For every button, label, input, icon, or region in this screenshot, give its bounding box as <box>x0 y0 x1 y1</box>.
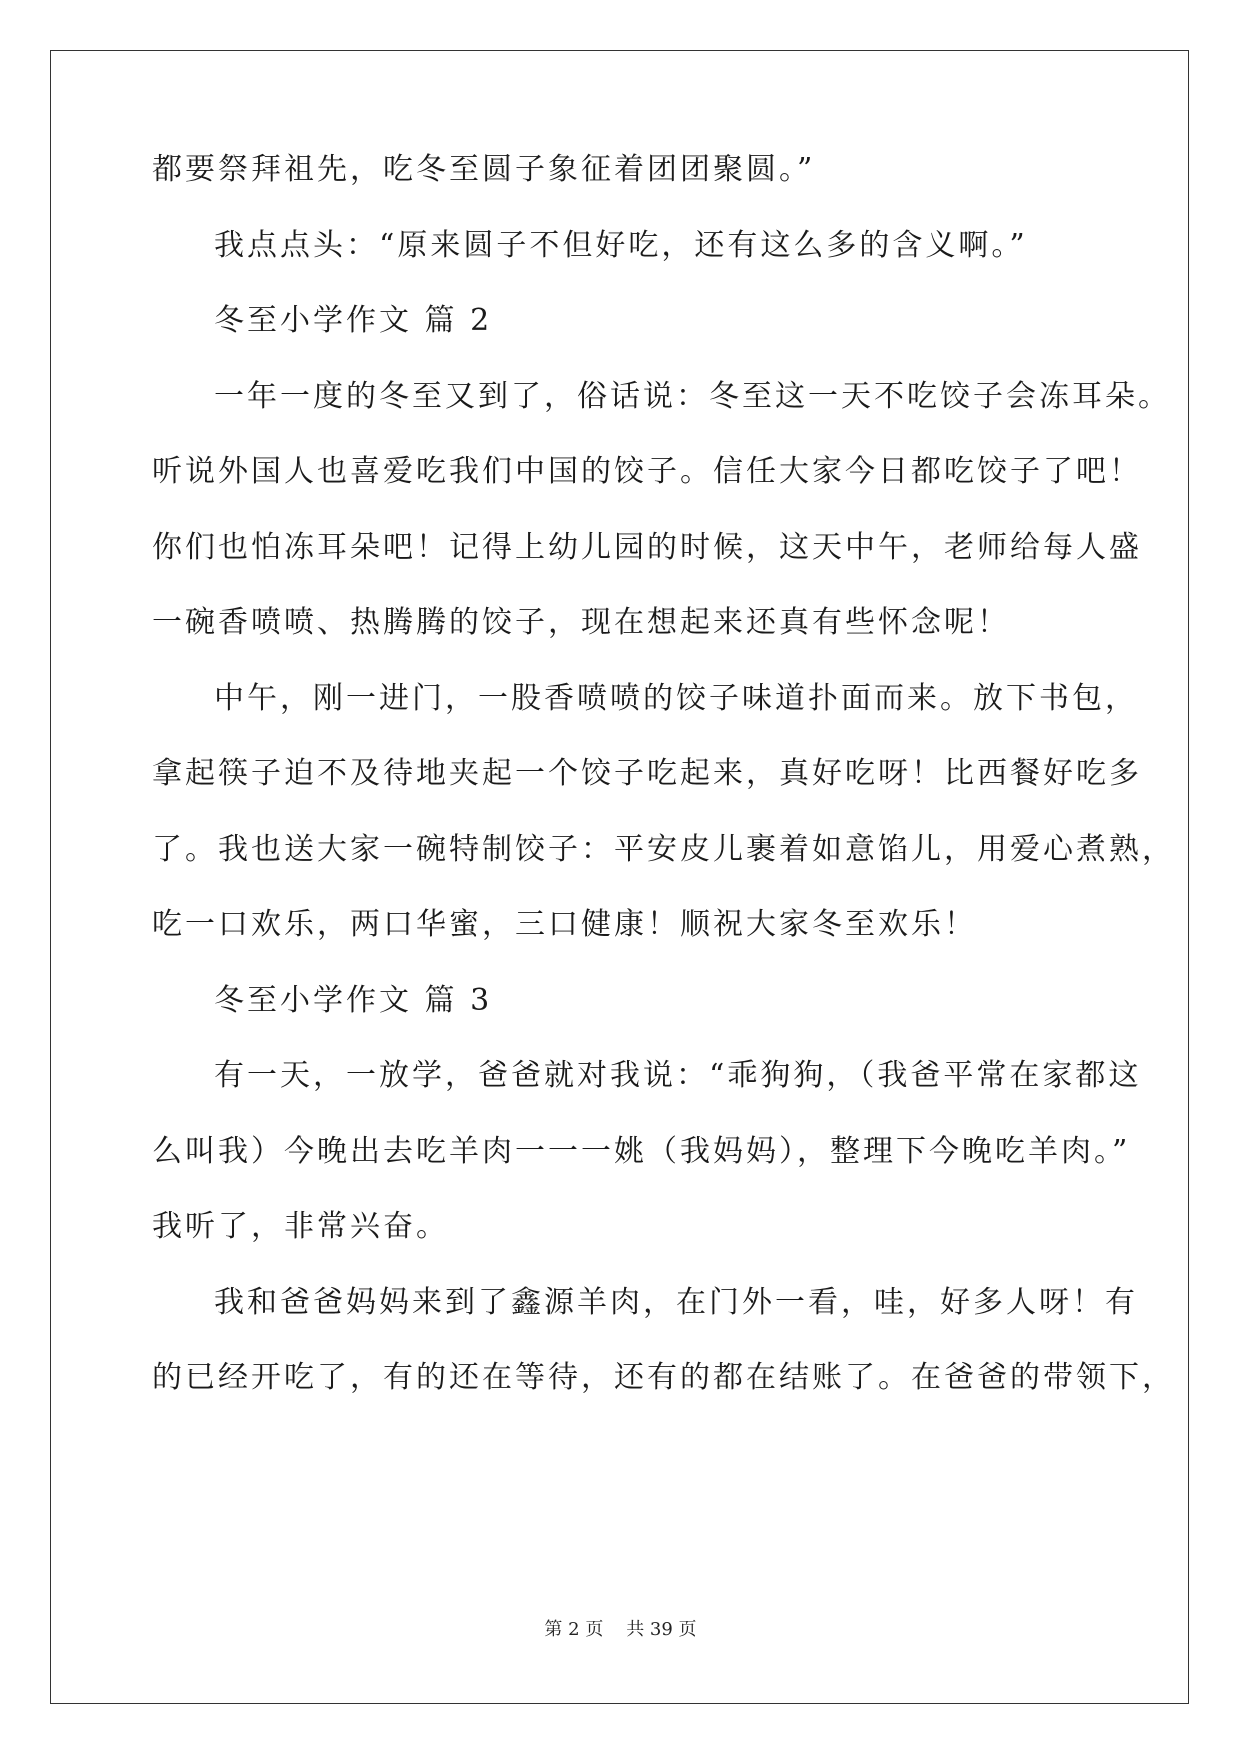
text-line: 都要祭拜祖先，吃冬至圆子象征着团团聚圆。” <box>152 152 816 187</box>
text-line: 听说外国人也喜爱吃我们中国的饺子。信任大家今日都吃饺子了吧！ <box>152 454 1142 489</box>
text-line: 一碗香喷喷、热腾腾的饺子，现在想起来还真有些怀念呢！ <box>152 605 1010 640</box>
page-number: 第 2 页 共 39 页 <box>544 1619 697 1640</box>
text-line: 中午，刚一进门，一股香喷喷的饺子味道扑面而来。放下书包， <box>214 681 1138 716</box>
text-line: 有一天，一放学，爸爸就对我说：“乖狗狗，（我爸平常在家都这 <box>214 1058 1142 1093</box>
section-heading: 冬至小学作文 篇 3 <box>214 983 493 1018</box>
text-line: 我点点头：“原来圆子不但好吃，还有这么多的含义啊。” <box>214 228 1028 263</box>
text-line: 么叫我）今晚出去吃羊肉一一一姚（我妈妈），整理下今晚吃羊肉。” <box>152 1134 1131 1169</box>
page-footer <box>0 1618 1241 1642</box>
page-border <box>50 50 1189 1704</box>
text-line: 你们也怕冻耳朵吧！记得上幼儿园的时候，这天中午，老师给每人盛 <box>152 530 1142 565</box>
text-line: 我和爸爸妈妈来到了鑫源羊肉，在门外一看，哇，好多人呀！有 <box>214 1285 1138 1320</box>
text-line: 拿起筷子迫不及待地夹起一个饺子吃起来，真好吃呀！比西餐好吃多 <box>152 756 1142 791</box>
text-line: 的已经开吃了，有的还在等待，还有的都在结账了。在爸爸的带领下， <box>152 1360 1175 1395</box>
text-line: 了。我也送大家一碗特制饺子：平安皮儿裹着如意馅儿，用爱心煮熟， <box>152 832 1175 867</box>
section-heading: 冬至小学作文 篇 2 <box>214 303 493 338</box>
text-line: 一年一度的冬至又到了，俗话说：冬至这一天不吃饺子会冻耳朵。 <box>214 379 1171 414</box>
text-line: 吃一口欢乐，两口华蜜，三口健康！顺祝大家冬至欢乐！ <box>152 907 977 942</box>
text-line: 我听了，非常兴奋。 <box>152 1209 449 1244</box>
